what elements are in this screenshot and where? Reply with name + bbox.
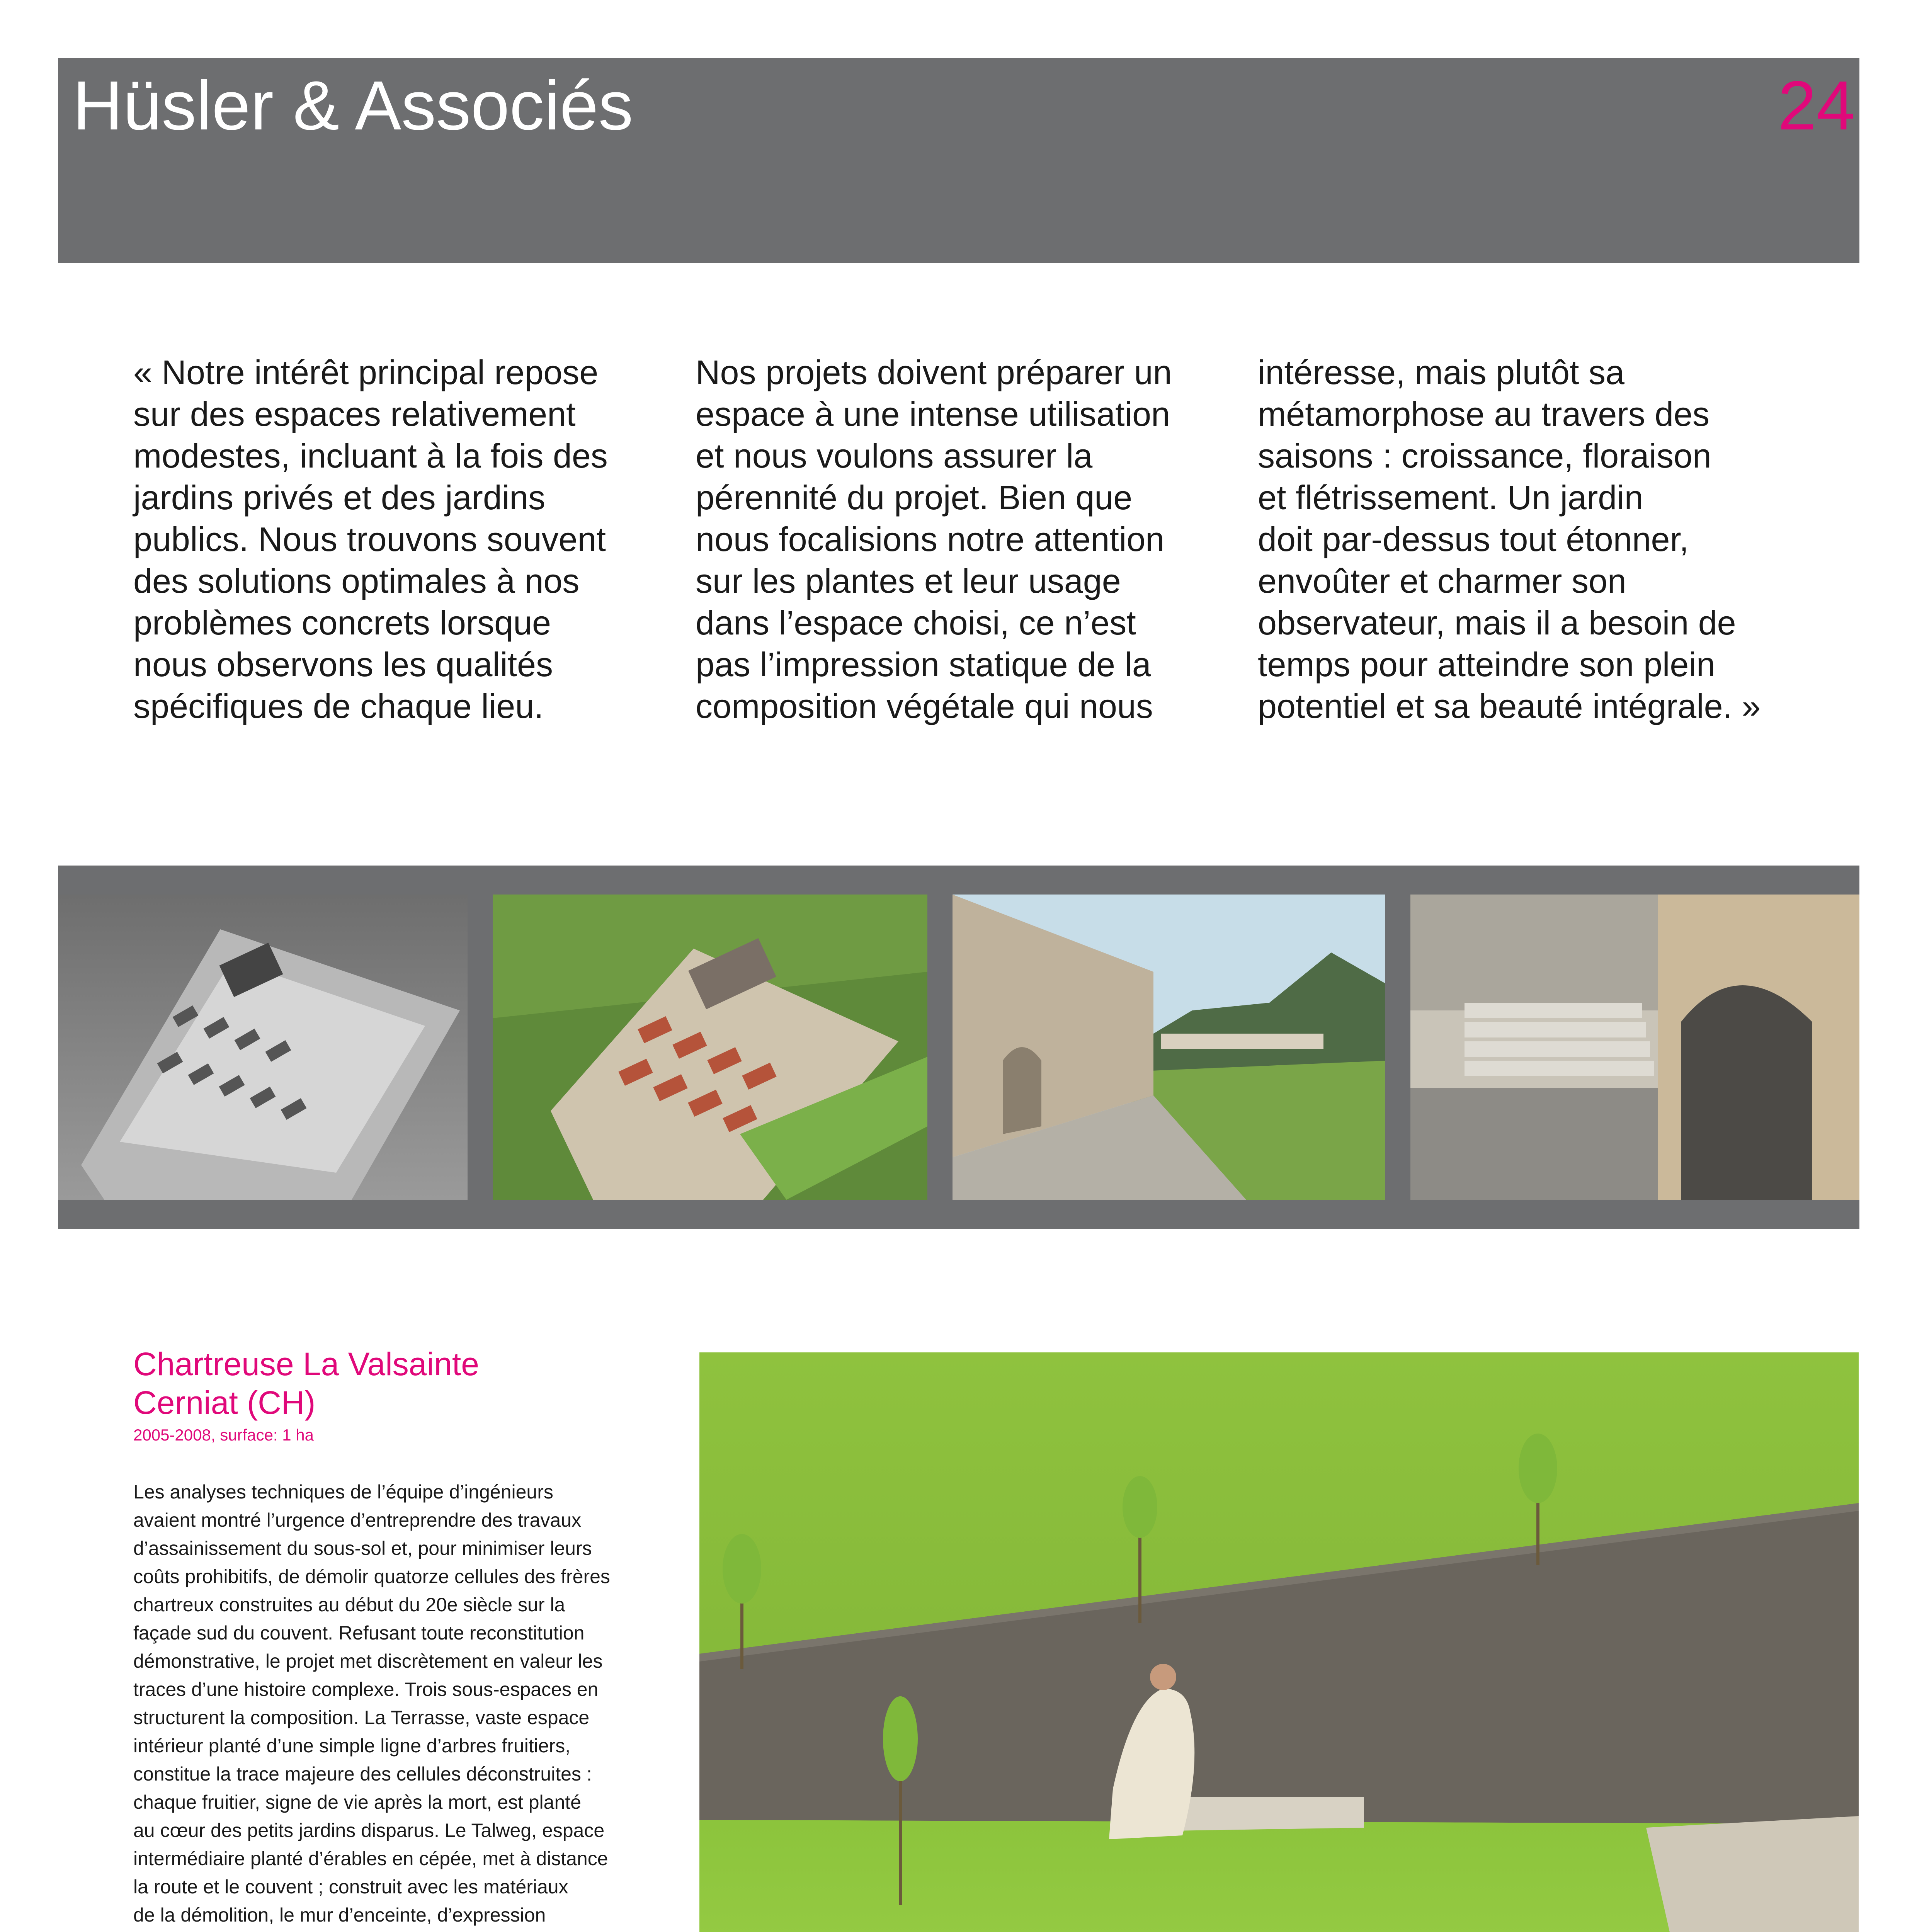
quote-line: doit par-dessus tout étonner,: [1258, 520, 1689, 558]
page-number: 24: [1778, 67, 1855, 145]
project-location: Cerniat (CH): [133, 1384, 316, 1421]
desc-line: traces d’une histoire complexe. Trois sous-espaces en: [133, 1679, 599, 1700]
project-name: Chartreuse La Valsainte: [133, 1346, 479, 1382]
desc-line: la route et le couvent ; construit avec les matériaux: [133, 1876, 568, 1898]
quote-line: des solutions optimales à nos: [133, 562, 580, 600]
stairs-arch-photo: [1410, 895, 1859, 1200]
desc-line: chartreux construites au début du 20e siècle sur la: [133, 1594, 565, 1616]
quote-line: pérennité du projet. Bien que: [696, 478, 1133, 517]
quote-line: problèmes concrets lorsque: [133, 604, 551, 642]
quote-line: Nos projets doivent préparer un: [696, 353, 1172, 391]
quote-line: spécifiques de chaque lieu.: [133, 687, 544, 725]
quote-line: pas l’impression statique de la: [696, 645, 1151, 684]
project-meta: 2005-2008, surface: 1 ha: [133, 1426, 314, 1444]
quote-line: jardins privés et des jardins: [133, 478, 546, 517]
quote-line: observateur, mais il a besoin de: [1258, 604, 1736, 642]
desc-line: avaient montré l’urgence d’entreprendre des travaux: [133, 1509, 582, 1531]
photo-strip: [58, 866, 1859, 1229]
desc-line: structurent la composition. La Terrasse, vaste espace: [133, 1707, 590, 1728]
quote-line: publics. Nous trouvons souvent: [133, 520, 606, 558]
quote-line: saisons : croissance, floraison: [1258, 437, 1711, 475]
desc-line: au cœur des petits jardins disparus. Le Talweg, espace: [133, 1820, 605, 1841]
quote-line: envoûter et charmer son: [1258, 562, 1626, 600]
quote-line: nous observons les qualités: [133, 645, 553, 684]
quote-line: sur les plantes et leur usage: [696, 562, 1121, 600]
project-title: [133, 1345, 479, 1422]
desc-line: démonstrative, le projet met discrètement en valeur les: [133, 1650, 603, 1672]
main-photo-monk-garden: [699, 1352, 1859, 1932]
quote-line: potentiel et sa beauté intégrale. »: [1258, 687, 1761, 725]
desc-line: de la démolition, le mur d’enceinte, d’expression: [133, 1904, 546, 1926]
page-title: Hüsler & Associés: [73, 67, 633, 145]
desc-line: intérieur planté d’une simple ligne d’arbres fruitiers,: [133, 1735, 571, 1757]
aerial-bw-photo: [58, 895, 468, 1200]
quote-line: temps pour atteindre son plein: [1258, 645, 1715, 684]
quote-line: métamorphose au travers des: [1258, 395, 1710, 433]
desc-line: chaque fruitier, signe de vie après la mort, est planté: [133, 1791, 581, 1813]
quote-line: modestes, incluant à la fois des: [133, 437, 608, 475]
desc-line: d’assainissement du sous-sol et, pour minimiser leurs: [133, 1537, 592, 1559]
quote-line: nous focalisions notre attention: [696, 520, 1165, 558]
desc-line: Les analyses techniques de l’équipe d’ingénieurs: [133, 1481, 553, 1503]
quote-line: et nous voulons assurer la: [696, 437, 1093, 475]
quote-line: et flétrissement. Un jardin: [1258, 478, 1643, 517]
quote-line: sur des espaces relativement: [133, 395, 576, 433]
aerial-color-photo: [493, 895, 927, 1200]
quote-line: dans l’espace choisi, ce n’est: [696, 604, 1136, 642]
desc-line: coûts prohibitifs, de démolir quatorze cellules des frères: [133, 1566, 610, 1587]
quote-column-1: [133, 352, 647, 727]
quote-column-2: [696, 352, 1209, 727]
desc-line: constitue la trace majeure des cellules déconstruites :: [133, 1763, 592, 1785]
quote-line: espace à une intense utilisation: [696, 395, 1170, 433]
quote-line: intéresse, mais plutôt sa: [1258, 353, 1624, 391]
desc-line: intermédiaire planté d’érables en cépée, met à distance: [133, 1848, 608, 1869]
desc-line: [133, 1929, 694, 1932]
desc-line: façade sud du couvent. Refusant toute reconstitution: [133, 1622, 585, 1644]
project-description: [133, 1478, 694, 1932]
quote-line: composition végétale qui nous: [696, 687, 1153, 725]
wall-mountain-photo: [953, 895, 1385, 1200]
quote-line: « Notre intérêt principal repose: [133, 353, 599, 391]
quote-column-3: [1258, 352, 1772, 727]
